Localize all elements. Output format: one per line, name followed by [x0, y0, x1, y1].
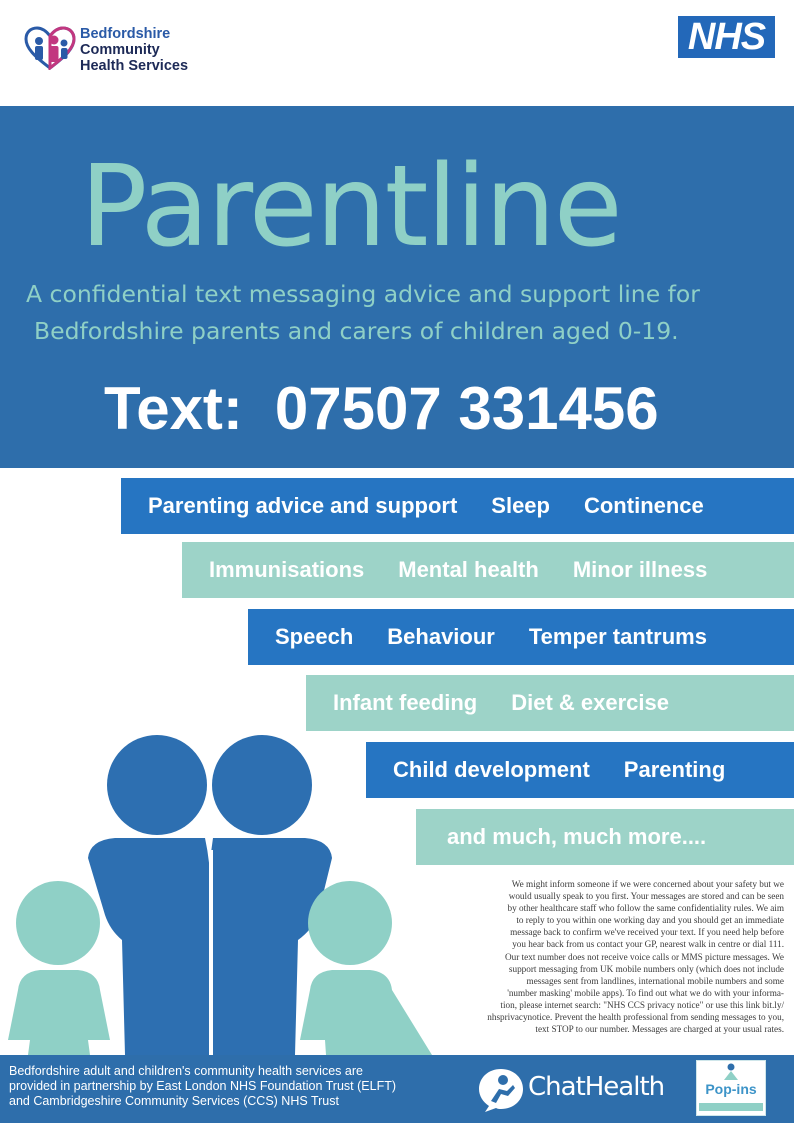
small-print-line: Our text number does not receive voice calls or MMS picture messages. We: [505, 951, 784, 962]
text-label: Text:: [104, 375, 243, 442]
text-number: [104, 371, 659, 447]
topic-item: Child development: [393, 757, 590, 782]
popins-figure-icon: [721, 1063, 741, 1081]
topic-item: Continence: [583, 493, 704, 518]
topic-item: Parenting: [623, 757, 726, 782]
topic-item: Mental health: [398, 557, 539, 582]
footer-line2: provided in partnership by East London NHS Foundation Trust (ELFT): [9, 1079, 397, 1093]
bchs-heart-family-logo: [24, 26, 76, 70]
org-name-line2: Community: [80, 42, 160, 58]
footer-partnership-text: [9, 1064, 419, 1109]
topic-item: Minor illness: [572, 557, 708, 582]
family-illustration: [0, 700, 440, 1055]
small-print-line: message back to confirm we've received your text. If you need help before: [510, 927, 784, 938]
chathealth-logo: ChatHealth: [528, 1072, 665, 1102]
small-print-line: by other healthcare staff who follow the same confidentiality rules. We aim: [507, 903, 784, 914]
hero-subtitle: [26, 276, 726, 350]
topic-item: Infant feeding: [333, 690, 478, 715]
footer: [0, 1055, 794, 1123]
page-title: Parentline: [80, 142, 621, 272]
topic-item: Behaviour: [387, 624, 495, 649]
topic-band-3: [248, 609, 794, 665]
small-print-line: you hear back from us contact your GP, nearest walk in centre or dial 111.: [512, 939, 784, 950]
org-name-line1: Bedfordshire: [80, 26, 171, 42]
small-print-line: would usually speak to you first. Your messages are stored and can be seen: [508, 891, 784, 902]
topic-band-1: [121, 478, 794, 534]
popins-name: Pop-ins: [705, 1081, 757, 1097]
footer-line3: and Cambridgeshire Community Services (CCS) NHS Trust: [9, 1094, 339, 1108]
topic-item: Sleep: [491, 493, 550, 518]
topic-item: Speech: [275, 624, 354, 649]
small-print-line: tion, please internet search: "NHS CCS privacy notice" or use this link bit.ly/: [500, 999, 784, 1010]
topic-item: Parenting advice and support: [148, 493, 458, 518]
nhs-logo: NHS: [678, 16, 775, 58]
footer-line1: Bedfordshire adult and children's community health services are: [9, 1064, 363, 1078]
small-print-line: 'number masking' mobile apps). To find out what we do with your informa-: [507, 987, 784, 998]
topic-band-2: [182, 542, 794, 598]
topic-band-6: [416, 809, 794, 865]
topic-item: and much, much more....: [447, 824, 707, 849]
hero-subtitle-line1: A confidential text messaging advice and support line for: [26, 280, 700, 308]
small-print-line: support messaging from UK mobile numbers only (which does not include: [508, 963, 784, 974]
hero-banner: [0, 106, 794, 468]
topic-item: Immunisations: [209, 557, 365, 582]
header: [0, 0, 794, 106]
privacy-small-print: [432, 878, 784, 1035]
small-print-line: nhsprivacynotice. Prevent the health professional from sending messages to you,: [487, 1012, 784, 1023]
topic-item: Diet & exercise: [511, 690, 669, 715]
small-print-line: to reply to you within one working day and you should get an immediate: [516, 915, 784, 926]
small-print-line: text STOP to our number. Messages are charged at your usual rates.: [535, 1024, 784, 1035]
text-phone-number: 07507 331456: [274, 375, 659, 442]
hero-subtitle-line2: Bedfordshire parents and carers of children aged 0-19.: [34, 317, 679, 345]
small-print-line: We might inform someone if we were concerned about your safety but we: [511, 879, 784, 889]
topic-item: Temper tantrums: [528, 624, 707, 649]
popins-tagline-strip: [699, 1103, 763, 1111]
small-print-line: messages sent from landlines, international mobile numbers and some: [526, 975, 784, 986]
org-name: [80, 26, 188, 74]
org-name-line3: Health Services: [80, 58, 189, 74]
popins-logo: [696, 1060, 766, 1116]
